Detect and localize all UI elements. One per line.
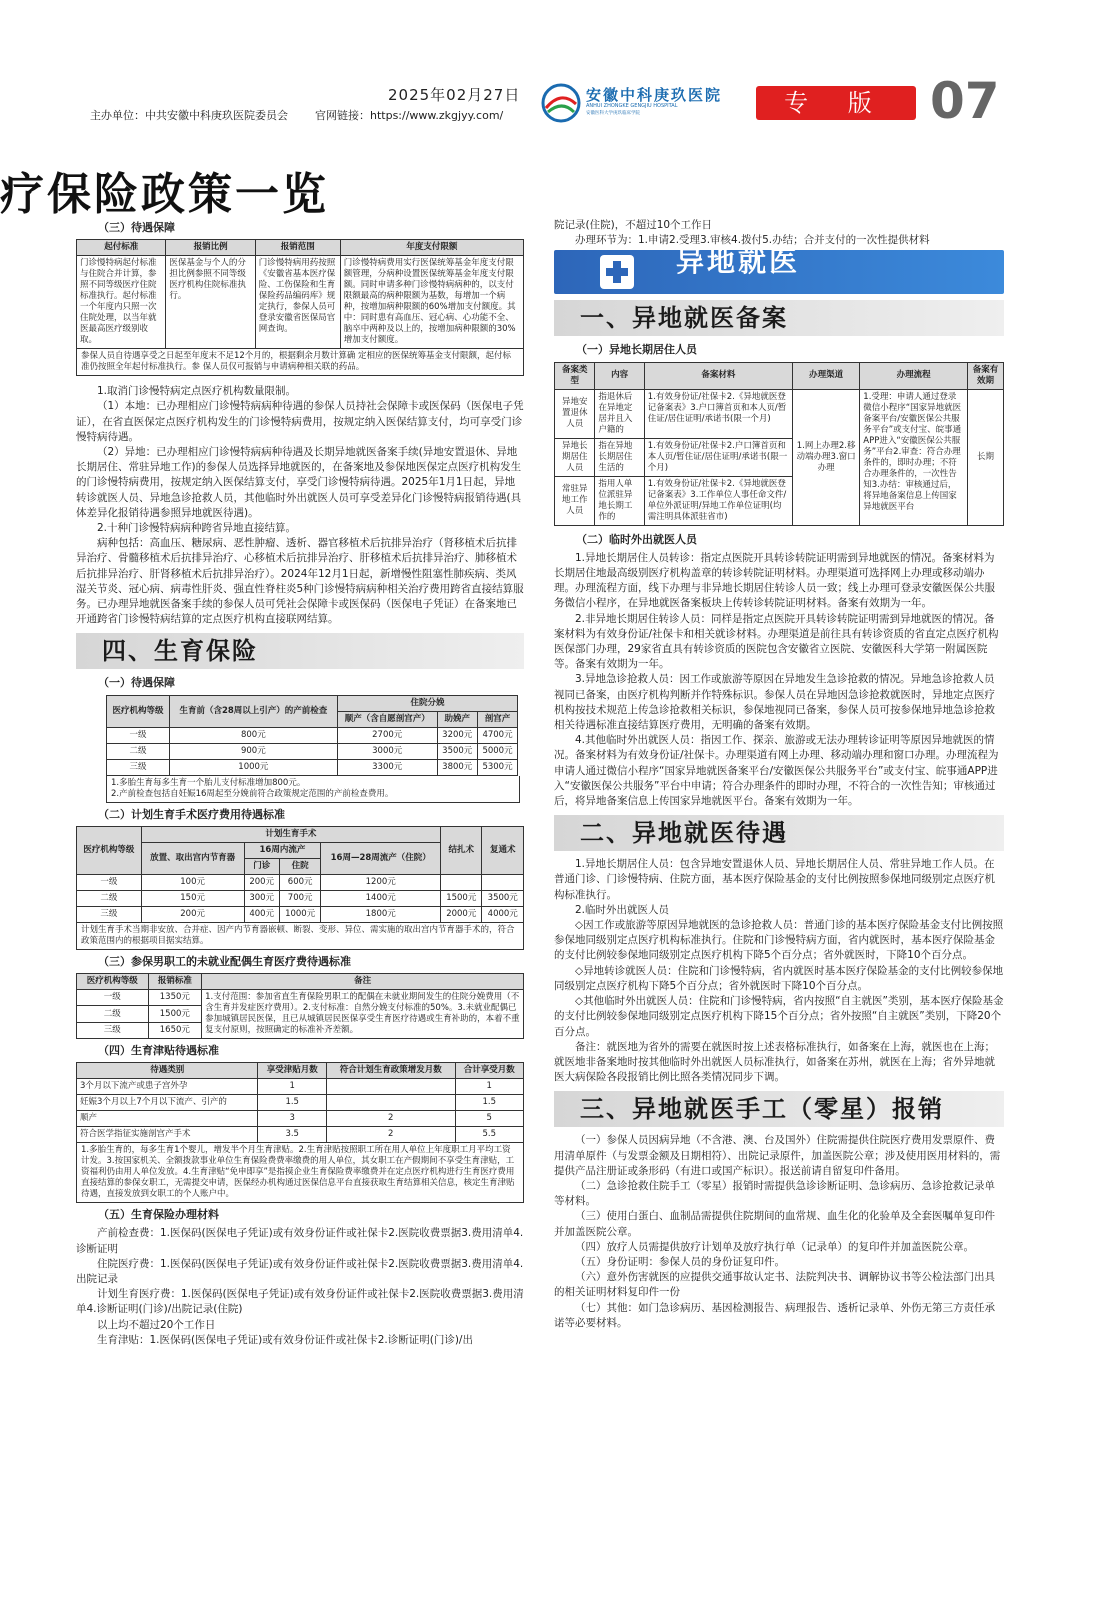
paragraph: ◇异地转诊就医人员：住院和门诊慢特病，省内就医时基本医疗保险基金的支付比例较参保地同级别定点医疗机构下降5个百分点；省外就医时下降10个百分点。 — [554, 964, 1004, 992]
col-header: 生育前（含28周以上引产）的产前检查 — [169, 695, 337, 727]
col-header: 助娩产 — [437, 711, 477, 727]
table-cell: 5000元 — [477, 743, 517, 759]
table-cell: 1800元 — [321, 906, 441, 922]
table-cell: 指用人单位派驻异地长期工作的 — [595, 476, 644, 525]
table-cell — [441, 874, 482, 890]
col-header: 住院分娩 — [337, 695, 517, 711]
note-line: 1.多胎生育每多生育一个胎儿支付标准增加800元。 — [111, 777, 306, 788]
table-cell: 门诊慢特病费用实行医保统筹基金年度支付限额管理，分病种设置医保统筹基金年度支付限额。同时申请多种门诊慢特病病种的，以支付限额最高的病种限额为基数，每增加一个病种，按增加病种限额的60%增加支付额度。其中：同时患有高血压、冠心病、心功能不全、脑卒中两种及以上的，按增加病种限额的30%增加支付额度。 — [340, 256, 523, 349]
col-header: 备案材料 — [644, 362, 792, 389]
table-cell: 200元 — [244, 874, 279, 890]
paragraph: 3.异地急诊抢救人员：因工作或旅游等原因在异地发生急诊抢救的情况。异地急诊抢救人员视同已备案，由医疗机构判断并作特殊标识。参保人员在异地因急诊抢救就医时，异地定点医疗机构按技术规范上传急诊抢救相关标识，参保地视同已备案，参保人员可按参保地异地急诊抢救相关待遇标准直接结算医疗费用，无明确的备案有效期。 — [554, 673, 995, 732]
col-header: 医疗机构等级 — [77, 826, 142, 874]
paragraph: （三）使用白蛋白、血制品需提供住院期间的血常规、血生化的化验单及全套医嘱单复印件并加盖医院公章。 — [554, 1210, 995, 1238]
table-note: 计划生育手术当期非安放、合并症、因产内节育器嵌顿、断裂、变形、异位、需实施的取出宫内节育器手术的，符合政策范围内的根据项目据实结算。 — [76, 923, 524, 950]
table-cell: 4700元 — [477, 727, 517, 743]
table-cell: 一级 — [77, 990, 149, 1006]
table-cell: 1.有效身份证/社保卡2.《异地就医登记备案表》3.工作单位人事任命文件/单位外派证明/异地工作单位证明(均需注明具体派驻省市) — [644, 476, 792, 525]
table-cell: 指退休后在异地定居并且入户籍的 — [595, 389, 644, 438]
host-unit: 主办单位：中共安徽中科庚玖医院委员会 — [90, 109, 288, 122]
table-cell: 1.受理：申请人通过登录微信小程序“国家异地就医备案平台/安徽医保公共服务平台”或支付宝、皖事通APP进入“安徽医保公共服务”平台2.审查：符合办理条件的，即时办理；不符合办理条件的，一次性告知3.办结：审核通过后，将异地备案信息上传国家异地就医平台 — [860, 389, 968, 525]
table-cell: 700元 — [279, 890, 320, 906]
table-cell: 1.网上办理2.移动端办理3.窗口办理 — [792, 389, 859, 525]
paragraph: （四）放疗人员需提供放疗计划单及放疗执行单（记录单）的复印件并加盖医院公章。 — [575, 1240, 974, 1253]
left-column — [76, 218, 524, 1348]
table-cell — [326, 1079, 455, 1095]
table-cell: 异地安置退休人员 — [555, 389, 595, 438]
col-header: 门诊 — [244, 858, 279, 874]
table-cell: 1 — [258, 1079, 326, 1095]
table-note: 1.多胎生育的，每多生育1个婴儿，增发半个月生育津贴。2.生育津贴按照职工所在用人单位上年度职工月平均工资计发。3.按国家机关、全额拨款事业单位生育保险费费率缴费的用人单位，其女职工在产假期间不享受生育津贴，工资福利仍由用人单位发放。4.生育津贴“免申即享”是指摸企业生育保险费率缴费并在定点医疗机构进行生育医疗费用直接结算的参保女职工，无需提交申请，医保经办机构通过医保信息平台直接获取生育结算相关信息，核定生育津贴待遇，直接发放到女职工的个人账户中。 — [76, 1143, 524, 1203]
table-cell: 3.5 — [258, 1127, 326, 1143]
col-header: 医疗机构等级 — [77, 974, 149, 990]
paragraph: 以上均不超过20个工作日 — [97, 1318, 216, 1331]
table-cell: 100元 — [141, 874, 244, 890]
table-cell: 1.有效身份证/社保卡2.《异地就医登记备案表》3.户口簿首页和本人页/暂住证/居住证明/承诺书(限一个月) — [644, 389, 792, 438]
col-header: 医疗机构等级 — [107, 695, 170, 727]
table-cell: 2 — [326, 1111, 455, 1127]
col-header: 住院 — [279, 858, 320, 874]
paragraph: 办理环节为：1.申请2.受理3.审核4.拨付5.办结；合并支付的一次性提供材料 — [575, 234, 930, 247]
col-header: 备案有效期 — [968, 362, 1004, 389]
table-cell: 3300元 — [337, 759, 437, 775]
col-header: 办理渠道 — [792, 362, 859, 389]
chronic-benefit-table — [76, 239, 524, 349]
table-cell: 200元 — [141, 906, 244, 922]
issue-date: 2025年02月27日 — [388, 86, 521, 104]
paragraph: 住院医疗费：1.医保码(医保电子凭证)或有效身份证件或社保卡2.医院收费票据3.费用清单4.出院记录 — [76, 1257, 524, 1286]
col-header: 报销范围 — [255, 240, 340, 256]
section-band: 四、生育保险 — [76, 633, 524, 669]
page-number: 07 — [930, 72, 1000, 130]
col-header: 合计享受月数 — [455, 1063, 523, 1079]
paragraph: 1.异地长期居住人员：包含异地安置退休人员、异地长期居住人员、常驻异地工作人员。在普通门诊、门诊慢特病、住院方面，基本医疗保险基金的支付比例按照参保地同级别定点医疗机构标准执行。 — [554, 858, 995, 901]
table-cell: 二级 — [107, 743, 170, 759]
table-cell: 1350元 — [148, 990, 202, 1006]
table-cell: 长期 — [968, 389, 1004, 525]
table-cell: 1000元 — [169, 759, 337, 775]
table-cell: 3个月以下流产或患子宫外孕 — [77, 1079, 258, 1095]
logo-name-cn: 安徽中科庚玖医院 — [586, 86, 723, 104]
col-header: 剖宫产 — [477, 711, 517, 727]
col-header: 符合计划生育政策增发月数 — [326, 1063, 455, 1079]
table-cell: 150元 — [141, 890, 244, 906]
allowance-table — [76, 1062, 524, 1143]
paragraph: ◇其他临时外出就医人员：住院和门诊慢特病，省内按照“自主就医”类别，基本医疗保险基金的支付比例较参保地同级别定点医疗机构下降15个百分点；省外按照“自主就医”类别，下降20个百分点。 — [554, 995, 1004, 1038]
table-cell: 5.5 — [455, 1127, 523, 1143]
col-header: 16周—28周流产（住院） — [321, 842, 441, 874]
paragraph: 2.十种门诊慢特病病种跨省异地直接结算。 — [97, 522, 297, 535]
table-cell: 符合医学指征实施剖宫产手术 — [77, 1127, 258, 1143]
paragraph: 生育津贴：1.医保码(医保电子凭证)或有效身份证件或社保卡2.诊断证明(门诊)/出 — [97, 1333, 473, 1346]
col-header: 复通术 — [482, 826, 524, 874]
table-cell: 一级 — [107, 727, 170, 743]
col-header: 待遇类别 — [77, 1063, 258, 1079]
section-heading: （三）参保男职工的未就业配偶生育医疗费待遇标准 — [98, 954, 351, 968]
table-cell: 1.支付范围：参加省直生育保险男职工的配偶在未就业期间发生的住院分娩费用（不含生育并发症医疗费用）。2.支付标准：自然分娩支付标准的50%。3.未就业配偶已参加城镇居民医保，且已从城镇居民医保享受生育医疗待遇或生育补助的，本着不重复支付原则，按照确定的标准补齐差额。 — [202, 990, 524, 1039]
table-note: 参保人员自待遇享受之日起至年度末不足12个月的，根据剩余月数计算确 定相应的医保统筹基金支付限额，起付标准仍按照全年起付标准执行。参 保人员仅可报销与申请病种相关联的药品。 — [76, 349, 524, 376]
col-header: 计划生育手术 — [141, 826, 440, 842]
table-cell: 常驻异地工作人员 — [555, 476, 595, 525]
section-heading: （二）计划生育手术医疗费用待遇标准 — [98, 807, 285, 821]
table-cell: 1650元 — [148, 1022, 202, 1038]
table-cell: 门诊慢特病起付标准与住院合并计算，参照不同等级医疗住院标准执行。起付标准一个年度内只照一次住院处理，以当年就医最高医疗级别收取。 — [77, 256, 166, 349]
col-header: 16周内流产 — [244, 842, 321, 858]
table-cell: 400元 — [244, 906, 279, 922]
table-cell: 4000元 — [482, 906, 524, 922]
maternity-benefit-table — [106, 695, 518, 776]
col-header: 报销标准 — [148, 974, 202, 990]
paragraph: 4.其他临时外出就医人员：指因工作、探亲、旅游或无法办理转诊证明等原因异地就医的情况。备案材料为有效身份证/社保卡。办理渠道有网上办理、移动端办理和窗口办理。办理流程为申请人通过微信小程序“国家异地就医备案平台/安徽医保公共服务平台”或支付宝、皖事通APP进入“安徽医保公共服务”平台中申请；符合办理条件的即时办理，不符合的一次性告知；审核通过后，将异地备案信息上传国家异地就医平台。备案有效期为一年。 — [554, 734, 999, 808]
table-cell: 顺产 — [77, 1111, 258, 1127]
section-heading: （三）待遇保障 — [98, 221, 175, 234]
paragraph: （五）身份证明：参保人员的身份证复印件。 — [575, 1255, 785, 1268]
medical-cross-icon — [600, 255, 634, 289]
hospital-emblem-icon — [540, 82, 582, 124]
col-header: 年度支付限额 — [340, 240, 523, 256]
col-header: 备案类型 — [555, 362, 595, 389]
table-cell: 3000元 — [337, 743, 437, 759]
note-line: 2.产前检查包括自妊娠16周起至分娩前符合政策规定范围的产前检查费用。 — [111, 788, 394, 799]
table-cell: 医保基金与个人的分担比例参照不同等级医疗机构住院标准执行。 — [166, 256, 255, 349]
section-band: 一、异地就医备案 — [554, 300, 1004, 336]
table-cell: 异地长期居住人员 — [555, 438, 595, 476]
paragraph: 2.临时外出就医人员 — [575, 903, 670, 916]
table-cell: 二级 — [77, 890, 142, 906]
table-cell: 三级 — [107, 759, 170, 775]
table-cell: 2700元 — [337, 727, 437, 743]
website-link[interactable]: 官网链接：https://www.zkgjyy.com/ — [315, 109, 504, 122]
section-heading: （二）临时外出就医人员 — [576, 532, 697, 546]
logo-name-en: ANHUI ZHONGKE GENGJIU HOSPITAL — [586, 103, 678, 109]
col-header: 内容 — [595, 362, 644, 389]
table-cell: 800元 — [169, 727, 337, 743]
paragraph: （七）其他：如门急诊病历、基因检测报告、病理报告、透析记录单、外伤无第三方责任承诺等必要材料。 — [554, 1301, 995, 1329]
table-cell: 一级 — [77, 874, 142, 890]
table-cell: 指在异地长期居住生活的 — [595, 438, 644, 476]
right-column — [554, 218, 1004, 1331]
table-cell: 1200元 — [321, 874, 441, 890]
table-cell: 1.5 — [258, 1095, 326, 1111]
table-cell: 二级 — [77, 1006, 149, 1022]
table-cell — [326, 1095, 455, 1111]
table-cell: 1500元 — [148, 1006, 202, 1022]
col-header: 起付标准 — [77, 240, 166, 256]
table-cell: 5 — [455, 1111, 523, 1127]
paragraph: 1.取消门诊慢特病定点医疗机构数量限制。 — [97, 385, 297, 398]
table-cell: 1.5 — [455, 1095, 523, 1111]
table-cell: 1000元 — [279, 906, 320, 922]
table-cell: 1500元 — [441, 890, 482, 906]
section-banner-title: 异地就医 — [676, 245, 801, 279]
paragraph: 2.非异地长期居住转诊人员：同样是指定点医院开具转诊转院证明需到异地就医的情况。备案材料为有效身份证/社保卡和相关就诊材料。办理渠道是前往具有转诊资质的省直定点医疗机构医保部门办理，29家省直具有转诊资质的医院包含安徽省立医院、安徽医科大学第一附属医院等。备案有效期为一年。 — [554, 612, 999, 671]
paragraph: （二）急诊抢救住院手工（零星）报销时需提供急诊诊断证明、急诊病历、急诊抢救记录单等材料。 — [554, 1179, 995, 1208]
table-note — [106, 776, 520, 803]
section-heading: （一）异地长期居住人员 — [576, 343, 697, 357]
hospital-logo — [540, 82, 740, 124]
paragraph: 院记录(住院)，不超过10个工作日 — [554, 219, 713, 231]
paragraph: （2）异地：已办理相应门诊慢特病病种待遇及长期异地就医备案手续(异地安置退休、异地长期居住、常驻异地工作)的参保人员选择异地就医的，在备案地及参保地医保定点医疗机构发生的门诊慢特病费用，按规定纳入医保结算支付，享受门诊慢特病待遇。2025年1月1日起，异地转诊就医人员、异地急诊抢救人员，其他临时外出就医人员可享受差异化门诊慢特病报销待遇(具体差异化报销待遇参照异地就医待遇)。 — [76, 446, 522, 519]
table-cell: 门诊慢特病用药按照《安徽省基本医疗保险、工伤保险和生育保险药品编码库》规定执行，参保人员可登录安徽省医保局官网查询。 — [255, 256, 340, 349]
paragraph: ◇因工作或旅游等原因异地就医的急诊抢救人员：普通门诊的基本医疗保险基金支付比例按照参保地同级别定点医疗机构标准执行。住院和门诊慢特病方面，省内就医时，基本医疗保险基金的支付比例较参保地同级别定点医疗机构下降5个百分点；省外就医时，下降10个百分点。 — [554, 919, 1004, 962]
col-header: 报销比例 — [166, 240, 255, 256]
col-header: 备注 — [202, 974, 524, 990]
section-band: 二、异地就医待遇 — [554, 815, 1004, 851]
table-cell: 三级 — [77, 906, 142, 922]
section-badge: 专 版 — [756, 86, 916, 120]
logo-college: 安徽医科大学庚玖临床学院 — [586, 111, 640, 116]
paragraph: （一）参保人员因病异地（不含港、澳、台及国外）住院需提供住院医疗费用发票原件、费用清单原件（与发票金额及日期相符）、出院记录原件，加盖医院公章；涉及使用医用材料的，需提供产品注册证或条形码（有进口或国产标识）。报送前请自留复印件备用。 — [554, 1134, 1001, 1177]
col-header: 办理流程 — [860, 362, 968, 389]
paragraph: 病种包括：高血压、糖尿病、恶性肿瘤、透析、器官移植术后抗排异治疗（肾移植术后抗排异治疗、骨髓移植术后抗排异治疗、心移植术后抗排异治疗、肝移植术后抗排异治疗、肺移植术后抗排异治疗、肝肾移植术后抗排异治疗）。2024年12月1日起，新增慢性阻塞性肺疾病、类风湿关节炎、冠心病、病毒性肝炎、强直性脊柱炎5种门诊慢特病病种相关治疗费用跨省直接结算服务。已办理异地就医备案手续的参保人员可凭社会保障卡或医保码（医保电子凭证）在备案地已开通跨省门诊慢特病结算的定点医疗机构直接联网结算。 — [76, 537, 524, 626]
paragraph: 1.异地长期居住人员转诊：指定点医院开具转诊转院证明需到异地就医的情况。备案材料为长期居住地最高级别医疗机构盖章的转诊转院证明材料。办理渠道可选择网上办理或移动端办理。办理流程方面，线下办理与非异地长期居住转诊人员一致；线上办理可登录安徽医保公共服务微信小程序，在异地就医备案板块上传转诊转院证明材料。备案有效期为一年。 — [554, 551, 995, 610]
col-header: 结扎术 — [441, 826, 482, 874]
section-heading: （四）生育津贴待遇标准 — [98, 1044, 219, 1058]
section-band: 三、异地就医手工（零星）报销 — [554, 1091, 1004, 1127]
paragraph: 计划生育医疗费：1.医保码(医保电子凭证)或有效身份证件或社保卡2.医院收费票据3.费用清单4.诊断证明(门诊)/出院记录(住院) — [76, 1288, 524, 1316]
section-banner — [554, 245, 1004, 294]
section-heading: （一）待遇保障 — [98, 676, 175, 690]
table-cell — [482, 874, 524, 890]
table-cell: 三级 — [77, 1022, 149, 1038]
paragraph: （六）意外伤害就医的应提供交通事故认定书、法院判决书、调解协议书等公检法部门出具的相关证明材料复印件一份 — [554, 1271, 995, 1299]
table-cell: 3800元 — [437, 759, 477, 775]
table-cell: 600元 — [279, 874, 320, 890]
table-cell: 2 — [326, 1127, 455, 1143]
table-cell: 3500元 — [482, 890, 524, 906]
table-cell: 妊娠3个月以上7个月以下流产、引产的 — [77, 1095, 258, 1111]
table-cell: 2000元 — [441, 906, 482, 922]
family-planning-table — [76, 826, 524, 923]
table-cell: 3200元 — [437, 727, 477, 743]
table-cell: 300元 — [244, 890, 279, 906]
table-cell: 1.有效身份证/社保卡2.户口簿首页和本人页/暂住证/居住证明/承诺书(限一个月) — [644, 438, 792, 476]
table-cell: 1 — [455, 1079, 523, 1095]
col-header: 放置、取出宫内节育器 — [141, 842, 244, 874]
filing-table — [554, 362, 1004, 526]
paragraph: （1）本地：已办理相应门诊慢特病病种待遇的参保人员持社会保障卡或医保码（医保电子凭证），在省直医保定点医疗机构发生的门诊慢特病费用，按规定纳入医保结算支付，均可享受门诊慢特病待遇。 — [76, 400, 524, 443]
section-heading: （五）生育保险办理材料 — [98, 1208, 219, 1222]
table-cell: 3 — [258, 1111, 326, 1127]
col-header: 顺产（含自愿剖宫产） — [337, 711, 437, 727]
spouse-benefit-table — [76, 973, 524, 1039]
table-cell: 900元 — [169, 743, 337, 759]
paragraph: 备注：就医地为省外的需要在就医时按上述表格标准执行，如备案在上海，就医也在上海；就医地非备案地时按其他临时外出就医人员标准执行，如备案在苏州，就医在上海；省外异地就医大病保险各段报销比例比照各类情况同步下调。 — [554, 1040, 995, 1084]
table-cell: 1400元 — [321, 890, 441, 906]
col-header: 享受津贴月数 — [258, 1063, 326, 1079]
table-cell: 3500元 — [437, 743, 477, 759]
page-title: 疗保险政策一览 — [0, 169, 329, 220]
table-cell: 5300元 — [477, 759, 517, 775]
paragraph: 产前检查费：1.医保码(医保电子凭证)或有效身份证件或社保卡2.医院收费票据3.费用清单4.诊断证明 — [76, 1227, 524, 1255]
